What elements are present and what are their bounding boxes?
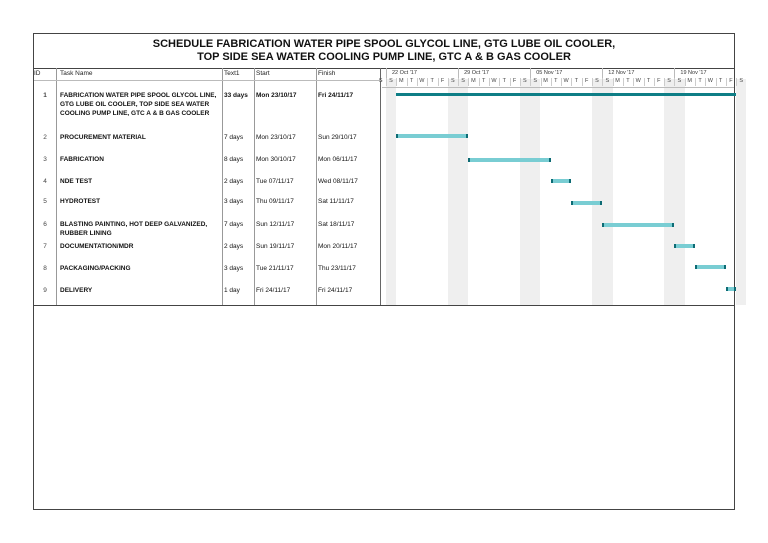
weekend-shading	[674, 79, 684, 305]
task-finish: Sat 11/11/17	[318, 198, 354, 205]
task-start: Fri 24/11/17	[256, 287, 291, 294]
task-id: 4	[43, 178, 47, 185]
day-separator	[520, 78, 521, 86]
task-finish: Sat 18/11/17	[318, 221, 355, 228]
title-line-1: SCHEDULE FABRICATION WATER PIPE SPOOL GLYCOL LINE, GTG LUBE OIL COOLER,	[152, 38, 616, 50]
weekend-shading	[448, 79, 458, 305]
day-separator	[674, 78, 675, 86]
gantt-chart	[378, 68, 744, 305]
task-finish: Mon 20/11/17	[318, 243, 358, 250]
day-label: S	[533, 78, 538, 84]
column-divider	[222, 68, 223, 305]
task-id: 7	[43, 243, 47, 250]
day-separator	[551, 78, 552, 86]
day-separator	[489, 78, 490, 86]
day-separator	[386, 78, 387, 86]
day-separator	[633, 78, 634, 86]
task-bar[interactable]	[602, 223, 674, 227]
day-label: M	[687, 78, 692, 84]
task-start: Mon 30/10/17	[256, 156, 296, 163]
task-duration: 8 days	[224, 156, 244, 163]
day-label: W	[707, 78, 713, 84]
week-label: 19 Nov '17	[680, 70, 707, 76]
task-name: FABRICATION	[60, 156, 104, 163]
column-header-task-name[interactable]: Task Name	[60, 70, 93, 77]
day-label: T	[574, 78, 579, 84]
day-separator	[427, 78, 428, 86]
day-label: S	[461, 78, 465, 84]
task-bar[interactable]	[571, 201, 602, 205]
day-label: W	[419, 78, 425, 84]
day-label: S	[595, 78, 599, 84]
table-bottom-border	[34, 305, 734, 306]
task-bar[interactable]	[674, 244, 695, 248]
weekend-shading	[458, 79, 468, 305]
task-name: PROCUREMENT MATERIAL	[60, 134, 146, 141]
week-label: 05 Nov '17	[536, 70, 563, 76]
task-start: Tue 21/11/17	[256, 265, 294, 272]
week-label: 29 Oct '17	[464, 70, 489, 76]
day-separator	[468, 78, 469, 86]
day-label: T	[482, 78, 486, 84]
day-label: T	[626, 78, 630, 84]
day-separator	[613, 78, 614, 86]
task-finish: Mon 06/11/17	[318, 156, 358, 163]
day-separator	[644, 78, 645, 86]
task-start: Sun 19/11/17	[256, 243, 295, 250]
day-separator	[726, 78, 727, 86]
day-label: T	[646, 78, 651, 84]
day-label: T	[430, 78, 434, 84]
task-id: 8	[43, 265, 47, 272]
timescale-divider	[382, 87, 734, 88]
day-label: S	[450, 78, 455, 84]
task-bar[interactable]	[695, 265, 726, 269]
column-header-start[interactable]: Start	[256, 70, 270, 77]
day-label: S	[677, 78, 682, 84]
task-id: 3	[43, 156, 47, 163]
day-separator	[407, 78, 408, 86]
task-name: BLASTING PAINTING, HOT DEEP GALVANIZED, RUBBER LINING	[60, 221, 208, 237]
weekend-shading	[520, 79, 530, 305]
day-separator	[664, 78, 665, 86]
day-separator	[623, 78, 624, 86]
day-separator	[499, 78, 500, 86]
day-separator	[705, 78, 706, 86]
day-label: M	[543, 78, 548, 84]
task-name: FABRICATION WATER PIPE SPOOL GLYCOL LINE, GTG LUBE OIL COOLER, TOP SIDE SEA WATER COOLING PUMP LINE, GTC A & B GAS COOLER	[60, 92, 217, 117]
day-label: S	[378, 78, 383, 84]
day-separator	[438, 78, 439, 86]
weekend-shading	[530, 79, 540, 305]
task-bar[interactable]	[468, 158, 550, 162]
task-name: DOCUMENTATION/MDR	[60, 243, 134, 250]
task-name: DELIVERY	[60, 287, 93, 294]
day-label: S	[389, 78, 393, 84]
day-label: M	[399, 78, 404, 84]
task-duration: 2 days	[224, 243, 244, 250]
task-duration: 2 days	[224, 178, 244, 185]
day-separator	[602, 78, 603, 86]
day-separator	[448, 78, 449, 86]
day-label: S	[667, 78, 671, 84]
task-duration: 1 day	[224, 287, 240, 294]
task-id: 2	[43, 134, 47, 141]
day-separator	[530, 78, 531, 86]
weekend-shading	[664, 79, 674, 305]
day-label: M	[471, 78, 476, 84]
task-name: NDE TEST	[60, 178, 93, 185]
task-id: 9	[43, 287, 47, 294]
day-label: T	[502, 78, 506, 84]
day-separator	[396, 78, 397, 86]
day-label: T	[554, 78, 558, 84]
task-start: Thu 09/11/17	[256, 198, 294, 205]
week-label: 22 Oct '17	[392, 70, 417, 76]
day-label: S	[605, 78, 610, 84]
title-line-2: TOP SIDE SEA WATER COOLING PUMP LINE, GTC A & B GAS COOLER	[197, 51, 571, 63]
day-separator	[571, 78, 572, 86]
day-separator	[458, 78, 459, 86]
day-label: W	[635, 78, 641, 84]
weekend-shading	[602, 79, 612, 305]
day-label: W	[491, 78, 497, 84]
day-separator	[479, 78, 480, 86]
column-header-separator	[34, 80, 382, 81]
schedule-frame	[33, 33, 744, 510]
day-separator	[716, 78, 717, 86]
task-finish: Wed 08/11/17	[318, 178, 358, 185]
week-label: 12 Nov '17	[608, 70, 635, 76]
day-label: F	[729, 78, 733, 84]
day-label: T	[718, 78, 723, 84]
day-label: S	[739, 78, 744, 84]
task-bar[interactable]	[551, 179, 572, 183]
day-separator	[736, 78, 737, 86]
day-label: S	[523, 78, 527, 84]
weekend-shading	[736, 79, 746, 305]
weekend-shading	[592, 79, 602, 305]
task-bar[interactable]	[726, 287, 736, 291]
task-finish: Fri 24/11/17	[318, 287, 353, 294]
day-label: F	[440, 78, 445, 84]
task-id: 5	[43, 198, 47, 205]
task-name: HYDROTEST	[60, 198, 101, 205]
task-start: Mon 23/10/17	[256, 92, 297, 99]
task-duration: 7 days	[224, 221, 244, 228]
column-header-text1[interactable]: Text1	[224, 70, 240, 77]
day-label: F	[657, 78, 661, 84]
summary-bar[interactable]	[396, 93, 736, 96]
column-header-id[interactable]: ID	[34, 70, 41, 77]
task-id: 1	[43, 92, 47, 99]
column-header-finish[interactable]: Finish	[318, 70, 336, 77]
page-title	[34, 38, 734, 64]
day-separator	[541, 78, 542, 86]
day-label: T	[409, 78, 414, 84]
column-divider	[56, 68, 57, 305]
task-duration: 33 days	[224, 92, 248, 99]
task-finish: Thu 23/11/17	[318, 265, 356, 272]
day-separator	[592, 78, 593, 86]
weekend-shading	[386, 79, 396, 305]
day-separator	[685, 78, 686, 86]
task-duration: 7 days	[224, 134, 244, 141]
task-name: PACKAGING/PACKING	[60, 265, 131, 272]
day-separator	[417, 78, 418, 86]
task-start: Tue 07/11/17	[256, 178, 294, 185]
day-label: F	[585, 78, 589, 84]
day-separator	[582, 78, 583, 86]
task-finish: Fri 24/11/17	[318, 92, 354, 99]
day-label: F	[512, 78, 517, 84]
task-bar[interactable]	[396, 134, 468, 138]
day-label: W	[563, 78, 569, 84]
task-finish: Sun 29/10/17	[318, 134, 357, 141]
day-label: T	[698, 78, 702, 84]
task-duration: 3 days	[224, 198, 244, 205]
day-separator	[510, 78, 511, 86]
day-separator	[695, 78, 696, 86]
task-start: Sun 12/11/17	[256, 221, 295, 228]
day-separator	[654, 78, 655, 86]
task-duration: 3 days	[224, 265, 244, 272]
task-start: Mon 23/10/17	[256, 134, 296, 141]
day-label: M	[615, 78, 620, 84]
day-separator	[561, 78, 562, 86]
task-id: 6	[43, 221, 47, 228]
